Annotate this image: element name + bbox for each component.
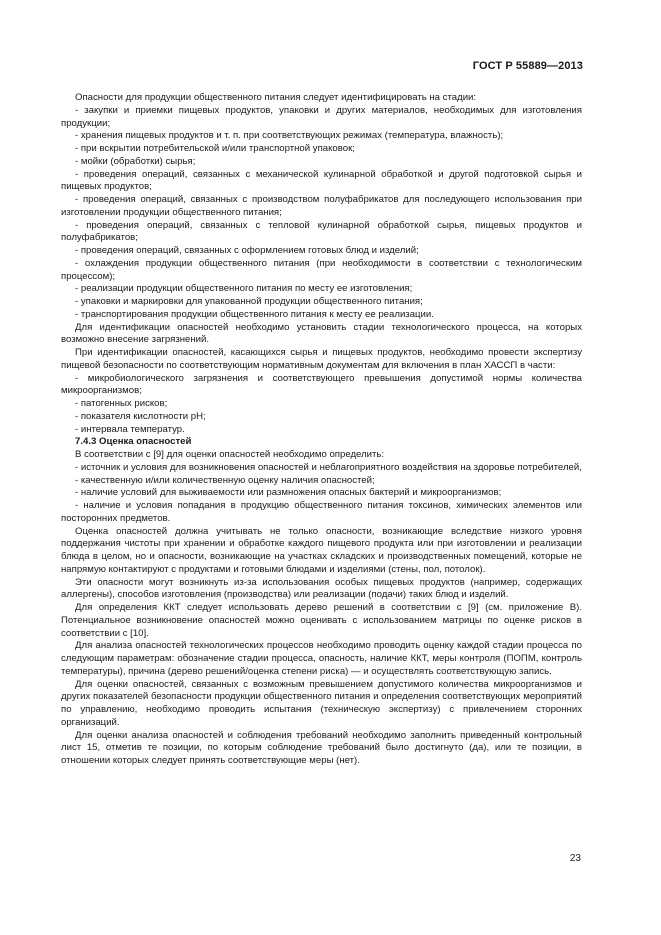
document-header: ГОСТ Р 55889—2013	[472, 60, 583, 72]
paragraph: В соответствии с [9] для оценки опасностей необходимо определить:	[75, 449, 385, 460]
list-item: - микробиологического загрязнения и соответствующего превышения допустимой нормы количества микроорганизмов;	[61, 372, 582, 397]
list-item: - транспортирования продукции общественного питания к месту ее реализации.	[75, 308, 434, 320]
list-item: - мойки (обработки) сырья;	[75, 155, 196, 167]
paragraph: При идентификации опасностей, касающихся сырья и пищевых продуктов, необходимо провести экспертизу пищевой безопасности по соответствующим нормативным документам для включения в план ХАССП в части:	[61, 347, 582, 371]
list-item: - проведения операций, связанных с оформлением готовых блюд и изделий;	[75, 245, 419, 256]
list-item: - наличие условий для выживаемости или размножения опасных бактерий и микроорганизмов;	[75, 487, 502, 499]
list-item: - реализации продукции общественного питания по месту ее изготовления;	[75, 283, 413, 295]
paragraph: Для идентификации опасностей необходимо установить стадии технологического процесса, на которых возможно внесение загрязнений.	[61, 321, 582, 346]
paragraph: Эти опасности могут возникнуть из-за использования особых пищевых продуктов (например, содержащих аллергены), способов изготовления (производства) или реализации (подачи) таких блюд и изделий.	[61, 576, 582, 601]
list-item: - охлаждения продукции общественного питания (при необходимости в соответствии с технологическим процессом);	[61, 257, 582, 282]
list-item: - при вскрытии потребительской и/или транспортной упаковок;	[75, 143, 355, 154]
list-item: - проведения операций, связанных с тепловой кулинарной обработкой сырья, пищевых продуктов и полуфабрикатов;	[61, 219, 582, 244]
list-item: - хранения пищевых продуктов и т. п. при соответствующих режимах (температура, влажность);	[75, 130, 504, 142]
paragraph: Для анализа опасностей технологических процессов необходимо проводить оценку каждой стадии процесса по следующим параметрам: обозначение стадии процесса, опасность, наличие ККТ, меры контроля (ПОПМ, контроль температуры), причина (дерево решений/оценка степени риска) — и осуществлять соответствующую запись.	[61, 640, 582, 677]
list-item: - интервала температур.	[75, 423, 185, 435]
paragraph: Опасности для продукции общественного питания следует идентифицировать на стадии:	[75, 92, 477, 103]
paragraph: Для оценки опасностей, связанных с возможным превышением допустимого количества микроорганизмов и других показателей безопасности продукции общественного питания и определения соответствующих мероприятий по управлению, необходимо проводить испытания (техническую экспертизу) с привлечением сторонних организаций.	[61, 678, 582, 728]
list-item: - наличие и условия попадания в продукцию общественного питания токсинов, химических элементов или посторонних предметов.	[61, 500, 582, 524]
list-item: - проведения операций, связанных с производством полуфабрикатов для последующего использования при изготовлении продукции общественного питания;	[61, 194, 582, 218]
list-item: - показателя кислотности рН;	[75, 410, 206, 422]
paragraph: Для определения ККТ следует использовать дерево решений в соответствии с [9] (см. приложение В). Потенциальное возникновение опасностей можно оценивать с использованием матрицы по оценке рисков в соответствии с [10].	[61, 602, 582, 639]
list-item: - источник и условия для возникновения опасностей и неблагоприятного воздействия на здоровье потребителей,	[75, 461, 582, 473]
paragraph: Для оценки анализа опасностей и соблюдения требований необходимо заполнить приведенный контрольный лист 15, отметив те позиции, по которым соблюдение требований было достигнуто (да), или те позиции, в отношении которых следует принять соответствующие меры (нет).	[61, 729, 582, 766]
document-body	[61, 92, 582, 768]
page-number: 23	[569, 853, 581, 864]
list-item: - закупки и приемки пищевых продуктов, упаковки и других материалов, необходимых для изготовления продукции;	[61, 104, 582, 129]
list-item: - патогенных рисков;	[75, 398, 168, 409]
list-item: - упаковки и маркировки для упакованной продукции общественного питания;	[75, 296, 423, 307]
paragraph: Оценка опасностей должна учитывать не только опасности, возникающие вследствие низкого уровня поддержания чистоты при хранении и обработке каждого пищевого продукта или при изготовлении и реализации блюда в целом, но и опасности, возникающие на участках складских и производственных помещений, которые не напрямую контактируют с продуктами и готовыми блюдами и изделиями (стены, пол, потолок).	[61, 525, 582, 575]
section-heading: 7.4.3 Оценка опасностей	[75, 436, 192, 448]
list-item: - качественную и/или количественную оценку наличия опасностей;	[75, 474, 375, 486]
list-item: - проведения операций, связанных с механической кулинарной обработкой и другой подготовкой сырья и пищевых продуктов;	[61, 168, 582, 193]
